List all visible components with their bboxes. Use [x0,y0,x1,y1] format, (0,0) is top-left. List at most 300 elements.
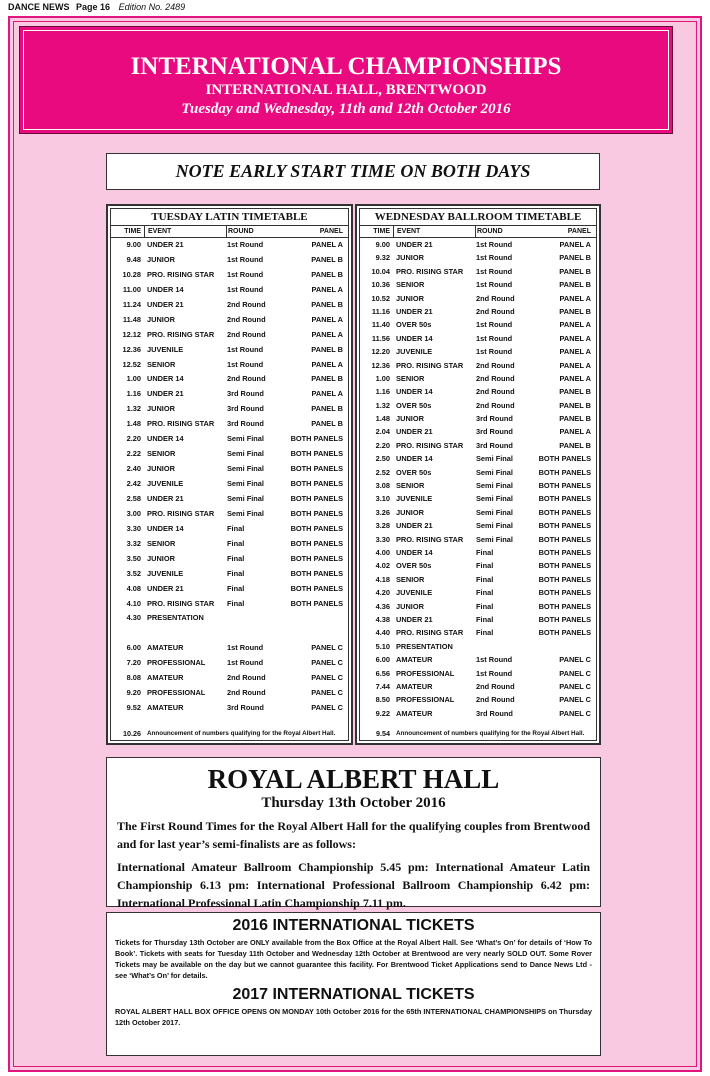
row-event: PRO. RISING STAR [396,534,464,544]
row-event: JUNIOR [147,464,175,474]
row-round: Semi Final [476,494,513,504]
row-panel [284,611,348,626]
row-round: Final [476,628,494,638]
table-row [111,238,348,253]
row-event: PROFESSIONAL [396,668,455,678]
row-panel: PANEL C [559,681,591,691]
row-time: 4.08 [126,583,141,593]
row-time: 7.44 [375,681,390,691]
row-event: PRO. RISING STAR [147,419,215,429]
table-row [360,519,596,532]
row-round: 1st Round [227,658,264,668]
row-panel: PANEL B [311,374,343,384]
row-panel: PANEL B [559,440,591,450]
row-event: SENIOR [396,481,425,491]
row-round: 2nd Round [227,374,266,384]
table-row [111,567,348,582]
row-panel: PANEL C [559,668,591,678]
row-round: Final [476,601,494,611]
table-row [111,582,348,597]
publication-name: DANCE NEWS [8,2,70,12]
table-row [360,399,596,412]
banner-dates: Tuesday and Wednesday, 11th and 12th October 2016 [181,101,511,117]
row-panel: BOTH PANELS [538,614,591,624]
row-round: Semi Final [227,464,264,474]
row-panel: BOTH PANELS [290,568,343,578]
row-panel: PANEL A [559,427,591,437]
row-event: OVER 50s [396,320,432,330]
row-round: 1st Round [476,240,513,249]
row-round: Semi Final [227,508,264,518]
row-panel: BOTH PANELS [290,598,343,608]
row-round: 3rd Round [227,703,264,713]
row-event: AMATEUR [147,643,184,653]
table-row [360,345,596,358]
row-time: 3.30 [375,534,390,544]
row-time: 4.20 [375,588,390,598]
row-time: 9.22 [375,708,390,718]
row-round: 2nd Round [476,306,515,316]
row-time: 1.16 [126,389,141,399]
row-time: 1.16 [375,387,390,397]
row-panel: BOTH PANELS [538,494,591,504]
row-event: JUNIOR [396,507,424,517]
row-time: 3.50 [126,553,141,563]
row-time: 5.10 [375,641,390,651]
tuesday-column-headers [111,226,348,238]
championships-banner [19,26,673,134]
row-time: 11.00 [122,284,141,294]
row-time: 1.32 [126,404,141,414]
row-time: 6.00 [375,655,390,665]
row-panel: PANEL A [559,240,591,249]
row-round: 2nd Round [476,360,515,370]
row-panel: PANEL B [559,400,591,410]
row-round: Final [476,547,494,557]
table-row [360,533,596,546]
row-event: UNDER 21 [396,521,433,531]
table-row [111,552,348,567]
row-time: 2.04 [375,427,390,437]
row-event: UNDER 14 [147,523,184,533]
row-panel: BOTH PANELS [290,464,343,474]
row-event: JUNIOR [396,414,424,424]
royal-albert-hall-box [106,757,601,910]
row-panel: BOTH PANELS [538,561,591,571]
table-row [360,667,596,680]
table-row [360,680,596,693]
row-panel: PANEL A [311,329,343,339]
col-event: EVENT [144,226,226,237]
row-panel: PANEL B [559,280,591,290]
row-panel: PANEL A [559,320,591,330]
row-round: 2nd Round [476,695,515,705]
row-event: UNDER 14 [396,454,433,464]
row-round: Semi Final [227,449,264,459]
row-panel: PANEL A [559,333,591,343]
row-event: PRESENTATION [396,641,453,651]
row-event: UNDER 14 [396,547,433,557]
row-time: 8.08 [126,673,141,683]
table-row [111,641,348,656]
row-time: 4.38 [375,614,390,624]
row-panel: PANEL C [311,673,343,683]
row-event: SENIOR [396,373,425,383]
table-row [360,385,596,398]
row-round: Final [476,588,494,598]
tickets-2016-text: Tickets for Thursday 13th October are ONLY available from the Box Office at the Royal Albert Hall. See ‘What’s On’ for details of ‘How To Book’. Tickets with seats for Tuesday 11th October and Wednesday 12th October at Brentwood are very nearly SOLD OUT. Some Rover Tickets may be available on the day but we cannot guarantee this facility. For Brentwood Ticket Applications send to Dance News Ltd - see ‘What’s On’ for details. [115,938,592,980]
row-event: JUNIOR [147,553,175,563]
row-round: Semi Final [476,467,513,477]
row-event: JUVENILE [147,479,184,488]
row-time: 10.04 [371,266,390,276]
row-panel: PANEL B [311,269,343,279]
page-number: Page 16 [76,2,111,12]
row-round: 3rd Round [476,414,513,424]
row-event: AMATEUR [396,681,433,691]
rah-intro: The First Round Times for the Royal Albert Hall for the qualifying couples from Brentwood and for last year’s semi-finalists are as follows: [117,819,590,851]
row-time: 9.00 [126,240,141,249]
row-event: UNDER 21 [147,299,184,309]
row-event: UNDER 21 [396,306,433,316]
row-time: 12.36 [122,344,141,354]
table-row [360,372,596,385]
row-time: 11.48 [122,314,141,324]
row-panel [533,640,596,653]
row-panel: BOTH PANELS [290,479,343,488]
row-panel: PANEL B [559,266,591,276]
row-panel: PANEL B [311,419,343,429]
row-time: 6.00 [126,643,141,653]
row-event: UNDER 21 [396,240,433,249]
row-event: JUNIOR [396,601,424,611]
table-row [111,268,348,283]
row-panel: BOTH PANELS [538,507,591,517]
row-round: 2nd Round [476,373,515,383]
row-round: Semi Final [476,507,513,517]
row-event: UNDER 21 [396,427,433,437]
tickets-2017-text: ROYAL ALBERT HALL BOX OFFICE OPENS ON MONDAY 10th October 2016 for the 65th INTERNATIONAL CHAMPIONSHIPS on Thursday 12th October 2017. [115,1007,592,1027]
row-round: Final [476,574,494,584]
row-event: UNDER 21 [147,389,184,399]
row-event: PRO. RISING STAR [147,598,215,608]
row-round: Semi Final [476,521,513,531]
row-round: 1st Round [227,359,264,369]
row-round: 1st Round [227,643,264,653]
row-round: 2nd Round [227,688,266,698]
table-row [360,479,596,492]
row-panel: PANEL A [559,360,591,370]
row-event: AMATEUR [396,655,433,665]
row-panel: BOTH PANELS [538,454,591,464]
row-panel: BOTH PANELS [538,628,591,638]
row-event: JUNIOR [147,314,175,324]
row-time: 3.08 [375,481,390,491]
table-row [360,559,596,572]
row-panel: PANEL B [311,344,343,354]
row-round [226,611,284,626]
row-panel: PANEL C [559,655,591,665]
row-round: Semi Final [227,493,264,503]
row-time: 1.48 [126,419,141,429]
table-row [360,653,596,666]
table-row [360,626,596,639]
row-time: 3.52 [126,568,141,578]
row-round: 1st Round [476,320,513,330]
row-round: Semi Final [476,481,513,491]
table-row [360,359,596,372]
row-panel: PANEL C [311,643,343,653]
row-time: 2.20 [126,434,141,444]
row-time: 3.10 [375,494,390,504]
row-time: 12.52 [122,359,141,369]
table-row [360,265,596,278]
row-panel: PANEL B [311,254,343,264]
row-time [111,626,144,641]
row-panel: PANEL B [559,253,591,263]
tuesday-timetable [106,204,353,745]
row-panel: BOTH PANELS [538,601,591,611]
row-time: 3.00 [126,508,141,518]
row-event: JUVENILE [396,588,433,598]
table-row [360,640,596,653]
table-row [111,462,348,477]
running-header [8,2,185,12]
row-event: UNDER 14 [147,374,184,384]
row-round: 2nd Round [476,387,515,397]
row-round: 3rd Round [227,389,264,399]
row-time: 2.42 [126,479,141,488]
row-round: 3rd Round [227,419,264,429]
table-row [111,671,348,686]
wednesday-timetable-title: WEDNESDAY BALLROOM TIMETABLE [360,209,596,226]
table-row [111,492,348,507]
row-panel: PANEL C [311,688,343,698]
row-time: 3.28 [375,521,390,531]
table-row [111,477,348,492]
row-event: JUVENILE [396,347,433,357]
table-row [111,402,348,417]
row-time: 10.52 [371,293,390,303]
table-row [111,253,348,268]
announce-time: 9.54 [376,729,390,738]
row-event: PRO. RISING STAR [147,508,215,518]
row-round: Final [227,523,245,533]
row-panel: BOTH PANELS [538,547,591,557]
row-event: JUVENILE [147,568,184,578]
table-row [360,305,596,318]
row-event: JUNIOR [147,404,175,414]
row-time: 4.30 [126,613,141,623]
table-row [360,546,596,559]
row-event: JUVENILE [396,494,433,504]
table-row [360,278,596,291]
row-round: Final [227,553,245,563]
table-row [360,573,596,586]
row-panel: PANEL B [559,414,591,424]
table-row [360,251,596,264]
row-round: 1st Round [476,280,513,290]
row-event: JUNIOR [396,293,424,303]
col-time: TIME [124,228,141,235]
row-event: UNDER 14 [396,333,433,343]
row-event: UNDER 21 [147,583,184,593]
table-row [111,522,348,537]
row-time: 4.36 [375,601,390,611]
row-event: JUNIOR [147,254,175,264]
row-panel: BOTH PANELS [290,508,343,518]
table-row [111,313,348,328]
row-time: 4.10 [126,598,141,608]
tickets-2017-title: 2017 INTERNATIONAL TICKETS [232,986,475,1003]
row-panel: BOTH PANELS [538,574,591,584]
row-time: 2.20 [375,440,390,450]
row-event: PRO. RISING STAR [147,269,215,279]
row-time: 4.18 [375,574,390,584]
row-round: 2nd Round [227,329,266,339]
tuesday-rows [111,238,348,716]
row-panel: PANEL A [311,314,343,324]
row-event: JUNIOR [396,253,424,263]
row-time: 2.50 [375,454,390,464]
row-round: Semi Final [476,534,513,544]
row-round: Final [227,538,245,548]
table-row [360,613,596,626]
table-row [111,447,348,462]
row-panel: PANEL A [311,359,343,369]
row-panel: PANEL B [559,306,591,316]
tuesday-announcement [111,727,348,740]
row-round: 2nd Round [476,400,515,410]
row-panel: BOTH PANELS [290,449,343,459]
row-event: OVER 50s [396,561,432,571]
row-time: 12.36 [371,360,390,370]
row-round: 1st Round [476,668,513,678]
row-round: 3rd Round [476,708,513,718]
table-row [111,328,348,343]
row-time: 11.40 [371,320,390,330]
tuesday-timetable-title: TUESDAY LATIN TIMETABLE [111,209,348,226]
table-row [360,439,596,452]
row-round: 2nd Round [227,299,266,309]
row-event: PRO. RISING STAR [396,628,464,638]
row-time: 2.52 [375,467,390,477]
table-row [360,425,596,438]
row-time: 4.02 [375,561,390,571]
row-panel: BOTH PANELS [538,534,591,544]
row-time: 9.48 [126,254,141,264]
row-event: OVER 50s [396,467,432,477]
row-round [475,640,533,653]
row-round: 3rd Round [476,427,513,437]
tickets-box [106,912,601,1056]
row-panel: PANEL B [559,387,591,397]
table-row [111,372,348,387]
row-event: OVER 50s [396,400,432,410]
row-time: 6.56 [375,668,390,678]
col-round: ROUND [475,226,533,237]
row-panel: BOTH PANELS [538,588,591,598]
row-round: 2nd Round [227,314,266,324]
row-round: Final [227,583,245,593]
wednesday-column-headers [360,226,596,238]
row-panel: PANEL A [559,373,591,383]
row-event: SENIOR [396,280,425,290]
table-row [360,600,596,613]
row-event: PRO. RISING STAR [396,266,464,276]
rah-date: Thursday 13th October 2016 [261,795,446,811]
banner-venue: INTERNATIONAL HALL, BRENTWOOD [205,82,487,98]
row-time: 10.28 [122,269,141,279]
table-row [360,332,596,345]
row-event: SENIOR [147,449,176,459]
row-panel: PANEL C [311,703,343,713]
table-row [111,626,348,641]
row-time: 12.20 [371,347,390,357]
row-time: 9.00 [375,240,390,249]
row-panel [284,626,348,641]
row-panel: PANEL A [311,389,343,399]
wednesday-timetable [355,204,601,745]
table-row [111,701,348,716]
row-round: Final [476,614,494,624]
banner-title: INTERNATIONAL CHAMPIONSHIPS [130,53,562,80]
announce-text: Announcement of numbers qualifying for the Royal Albert Hall. [396,730,585,737]
row-round: 3rd Round [227,404,264,414]
wednesday-announcement [360,727,596,740]
row-time: 10.36 [371,280,390,290]
col-panel: PANEL [567,228,591,235]
row-round: 1st Round [476,333,513,343]
row-round: 2nd Round [476,681,515,691]
table-row [111,432,348,447]
row-round: 2nd Round [476,293,515,303]
row-panel: BOTH PANELS [538,521,591,531]
row-time: 1.00 [375,373,390,383]
table-row [111,283,348,298]
table-row [360,412,596,425]
row-round: Semi Final [227,434,264,444]
row-time: 11.16 [371,306,390,316]
row-time: 4.40 [375,628,390,638]
row-panel: BOTH PANELS [290,538,343,548]
table-row [360,466,596,479]
row-event [144,626,226,641]
row-event: PROFESSIONAL [147,658,206,668]
row-event: SENIOR [396,574,425,584]
row-time: 8.50 [375,695,390,705]
row-event: PRO. RISING STAR [396,440,464,450]
row-panel: PANEL C [559,708,591,718]
row-event: PROFESSIONAL [396,695,455,705]
row-round: Final [227,598,245,608]
edition-number: Edition No. 2489 [118,2,186,12]
row-time: 3.30 [126,523,141,533]
row-time: 1.48 [375,414,390,424]
row-panel: BOTH PANELS [290,434,343,444]
table-row [111,537,348,552]
row-round: Final [227,568,245,578]
table-row [111,656,348,671]
row-panel: PANEL C [559,695,591,705]
row-panel: PANEL A [311,284,343,294]
row-event: AMATEUR [147,703,184,713]
col-round: ROUND [226,226,284,237]
row-event: UNDER 14 [147,434,184,444]
row-time: 9.32 [375,253,390,263]
rah-times: International Amateur Ballroom Championship 5.45 pm: International Amateur Latin Championship 6.13 pm: International Professional Ballroom Championship 6.42 pm: International Professional Latin Championship 7.11 pm. [117,860,590,910]
row-round: 1st Round [476,655,513,665]
